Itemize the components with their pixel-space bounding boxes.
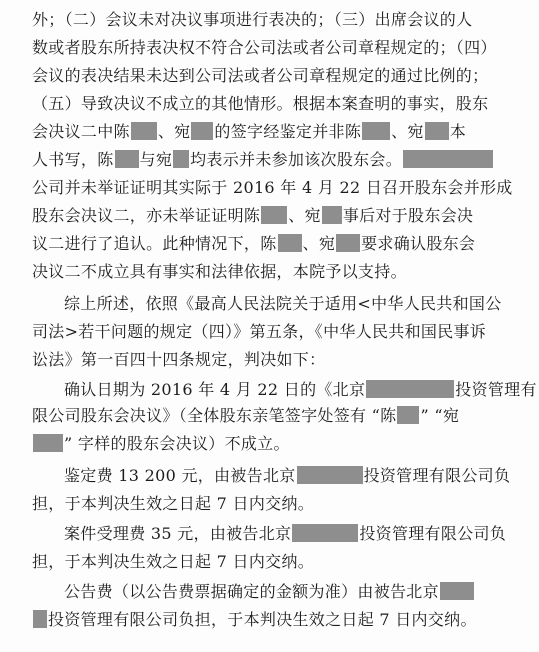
text-line xyxy=(32,260,512,284)
text-segment: 人书写，陈 xyxy=(32,150,114,169)
text-segment: 讼法》第一百四十四条规定，判决如下： xyxy=(32,350,326,369)
text-segment: ” 字样的股东会决议）不成立。 xyxy=(64,434,290,453)
text-segment: 本 xyxy=(449,122,467,141)
text-line xyxy=(32,492,512,516)
text-segment: 与宛 xyxy=(139,150,173,169)
text-segment: 议二进行了追认。此种情况下，陈 xyxy=(32,234,277,253)
redaction-block xyxy=(131,122,157,140)
redaction-block xyxy=(115,150,139,168)
text-line xyxy=(32,8,512,32)
redaction-block xyxy=(191,122,213,140)
text-segment: ” “宛 xyxy=(420,406,460,425)
redaction-block xyxy=(403,150,493,168)
text-segment: 会议的表决结果未达到公司法或者公司章程规定的通过比例的； xyxy=(32,66,489,85)
redaction-block xyxy=(297,466,363,484)
text-segment: 投资管理有限公司负担，于本判决生效之日起 7 日内交纳。 xyxy=(48,610,477,629)
text-line xyxy=(32,64,512,88)
redaction-block xyxy=(425,122,449,140)
text-line xyxy=(32,148,512,172)
text-line xyxy=(64,464,512,488)
text-segment: 会决议二中陈 xyxy=(32,122,130,141)
text-line xyxy=(32,432,512,456)
text-segment: 公告费（以公告费票据确定的金额为准）由被告北京 xyxy=(64,582,439,601)
text-line xyxy=(64,580,512,604)
text-line xyxy=(32,348,512,372)
redaction-block xyxy=(261,206,287,224)
text-segment: 、宛 xyxy=(302,234,336,253)
text-line xyxy=(32,204,512,228)
text-line xyxy=(32,320,512,344)
text-line xyxy=(64,522,512,546)
text-line xyxy=(32,36,512,60)
redaction-block xyxy=(336,234,360,252)
text-line xyxy=(32,404,512,428)
text-segment: 外；（二）会议未对决议事项进行表决的；（三）出席会议的人 xyxy=(32,10,473,29)
text-segment: 司法>若干问题的规定（四）》第五条，《中华人民共和国民事诉 xyxy=(32,322,487,341)
text-segment: 公司并未举证证明其实际于 2016 年 4 月 22 日召开股东会并形成 xyxy=(32,178,513,197)
text-line xyxy=(64,378,537,402)
text-segment: 股东会决议二，亦未举证证明陈 xyxy=(32,206,261,225)
text-segment: 的签字经鉴定并非陈 xyxy=(214,122,362,141)
text-line xyxy=(32,92,512,116)
text-segment: 担，于本判决生效之日起 7 日内交纳。 xyxy=(32,494,315,513)
text-line xyxy=(64,292,512,316)
text-segment: 确认日期为 2016 年 4 月 22 日的《北京 xyxy=(64,380,366,399)
redaction-block xyxy=(292,524,358,542)
text-segment: 、宛 xyxy=(157,122,191,141)
text-line xyxy=(32,550,512,574)
redaction-block xyxy=(322,206,342,224)
text-line xyxy=(32,176,512,200)
text-line xyxy=(32,120,512,144)
text-segment: 投资管理有 xyxy=(455,380,537,399)
redaction-block xyxy=(33,610,47,628)
text-segment: 鉴定费 13 200 元，由被告北京 xyxy=(64,466,296,485)
text-segment: 限公司股东会决议》（全体股东亲笔签字处签有 “陈 xyxy=(32,406,397,425)
text-segment: 决议二不成立具有事实和法律依据，本院予以支持。 xyxy=(32,262,407,281)
redaction-block xyxy=(440,582,474,600)
text-segment: 数或者股东所持表决权不符合公司法或者公司章程规定的；（四） xyxy=(32,38,497,57)
text-line xyxy=(32,608,512,632)
text-segment: 、宛 xyxy=(288,206,321,225)
text-segment: 案件受理费 35 元，由被告北京 xyxy=(64,524,292,543)
redaction-block xyxy=(33,434,63,452)
text-segment: 担，于本判决生效之日起 7 日内交纳。 xyxy=(32,552,315,571)
redaction-block xyxy=(173,150,189,168)
redaction-block xyxy=(366,380,454,398)
redaction-block xyxy=(397,406,419,424)
text-segment: 投资管理有限公司负 xyxy=(359,524,507,543)
redaction-block xyxy=(362,122,390,140)
text-line xyxy=(32,232,512,256)
text-segment: 事后对于股东会决 xyxy=(342,206,474,225)
text-segment: 综上所述，依照《最高人民法院关于适用<中华人民共和国公 xyxy=(64,294,502,313)
text-segment: 投资管理有限公司负 xyxy=(363,466,511,485)
text-segment: 、宛 xyxy=(391,122,424,141)
text-segment: （五）导致决议不成立的其他情形。根据本案查明的事实，股东 xyxy=(32,94,489,113)
redaction-block xyxy=(278,234,302,252)
text-segment: 要求确认股东会 xyxy=(361,234,476,253)
text-segment: 均表示并未参加该次股东会。 xyxy=(190,150,403,169)
